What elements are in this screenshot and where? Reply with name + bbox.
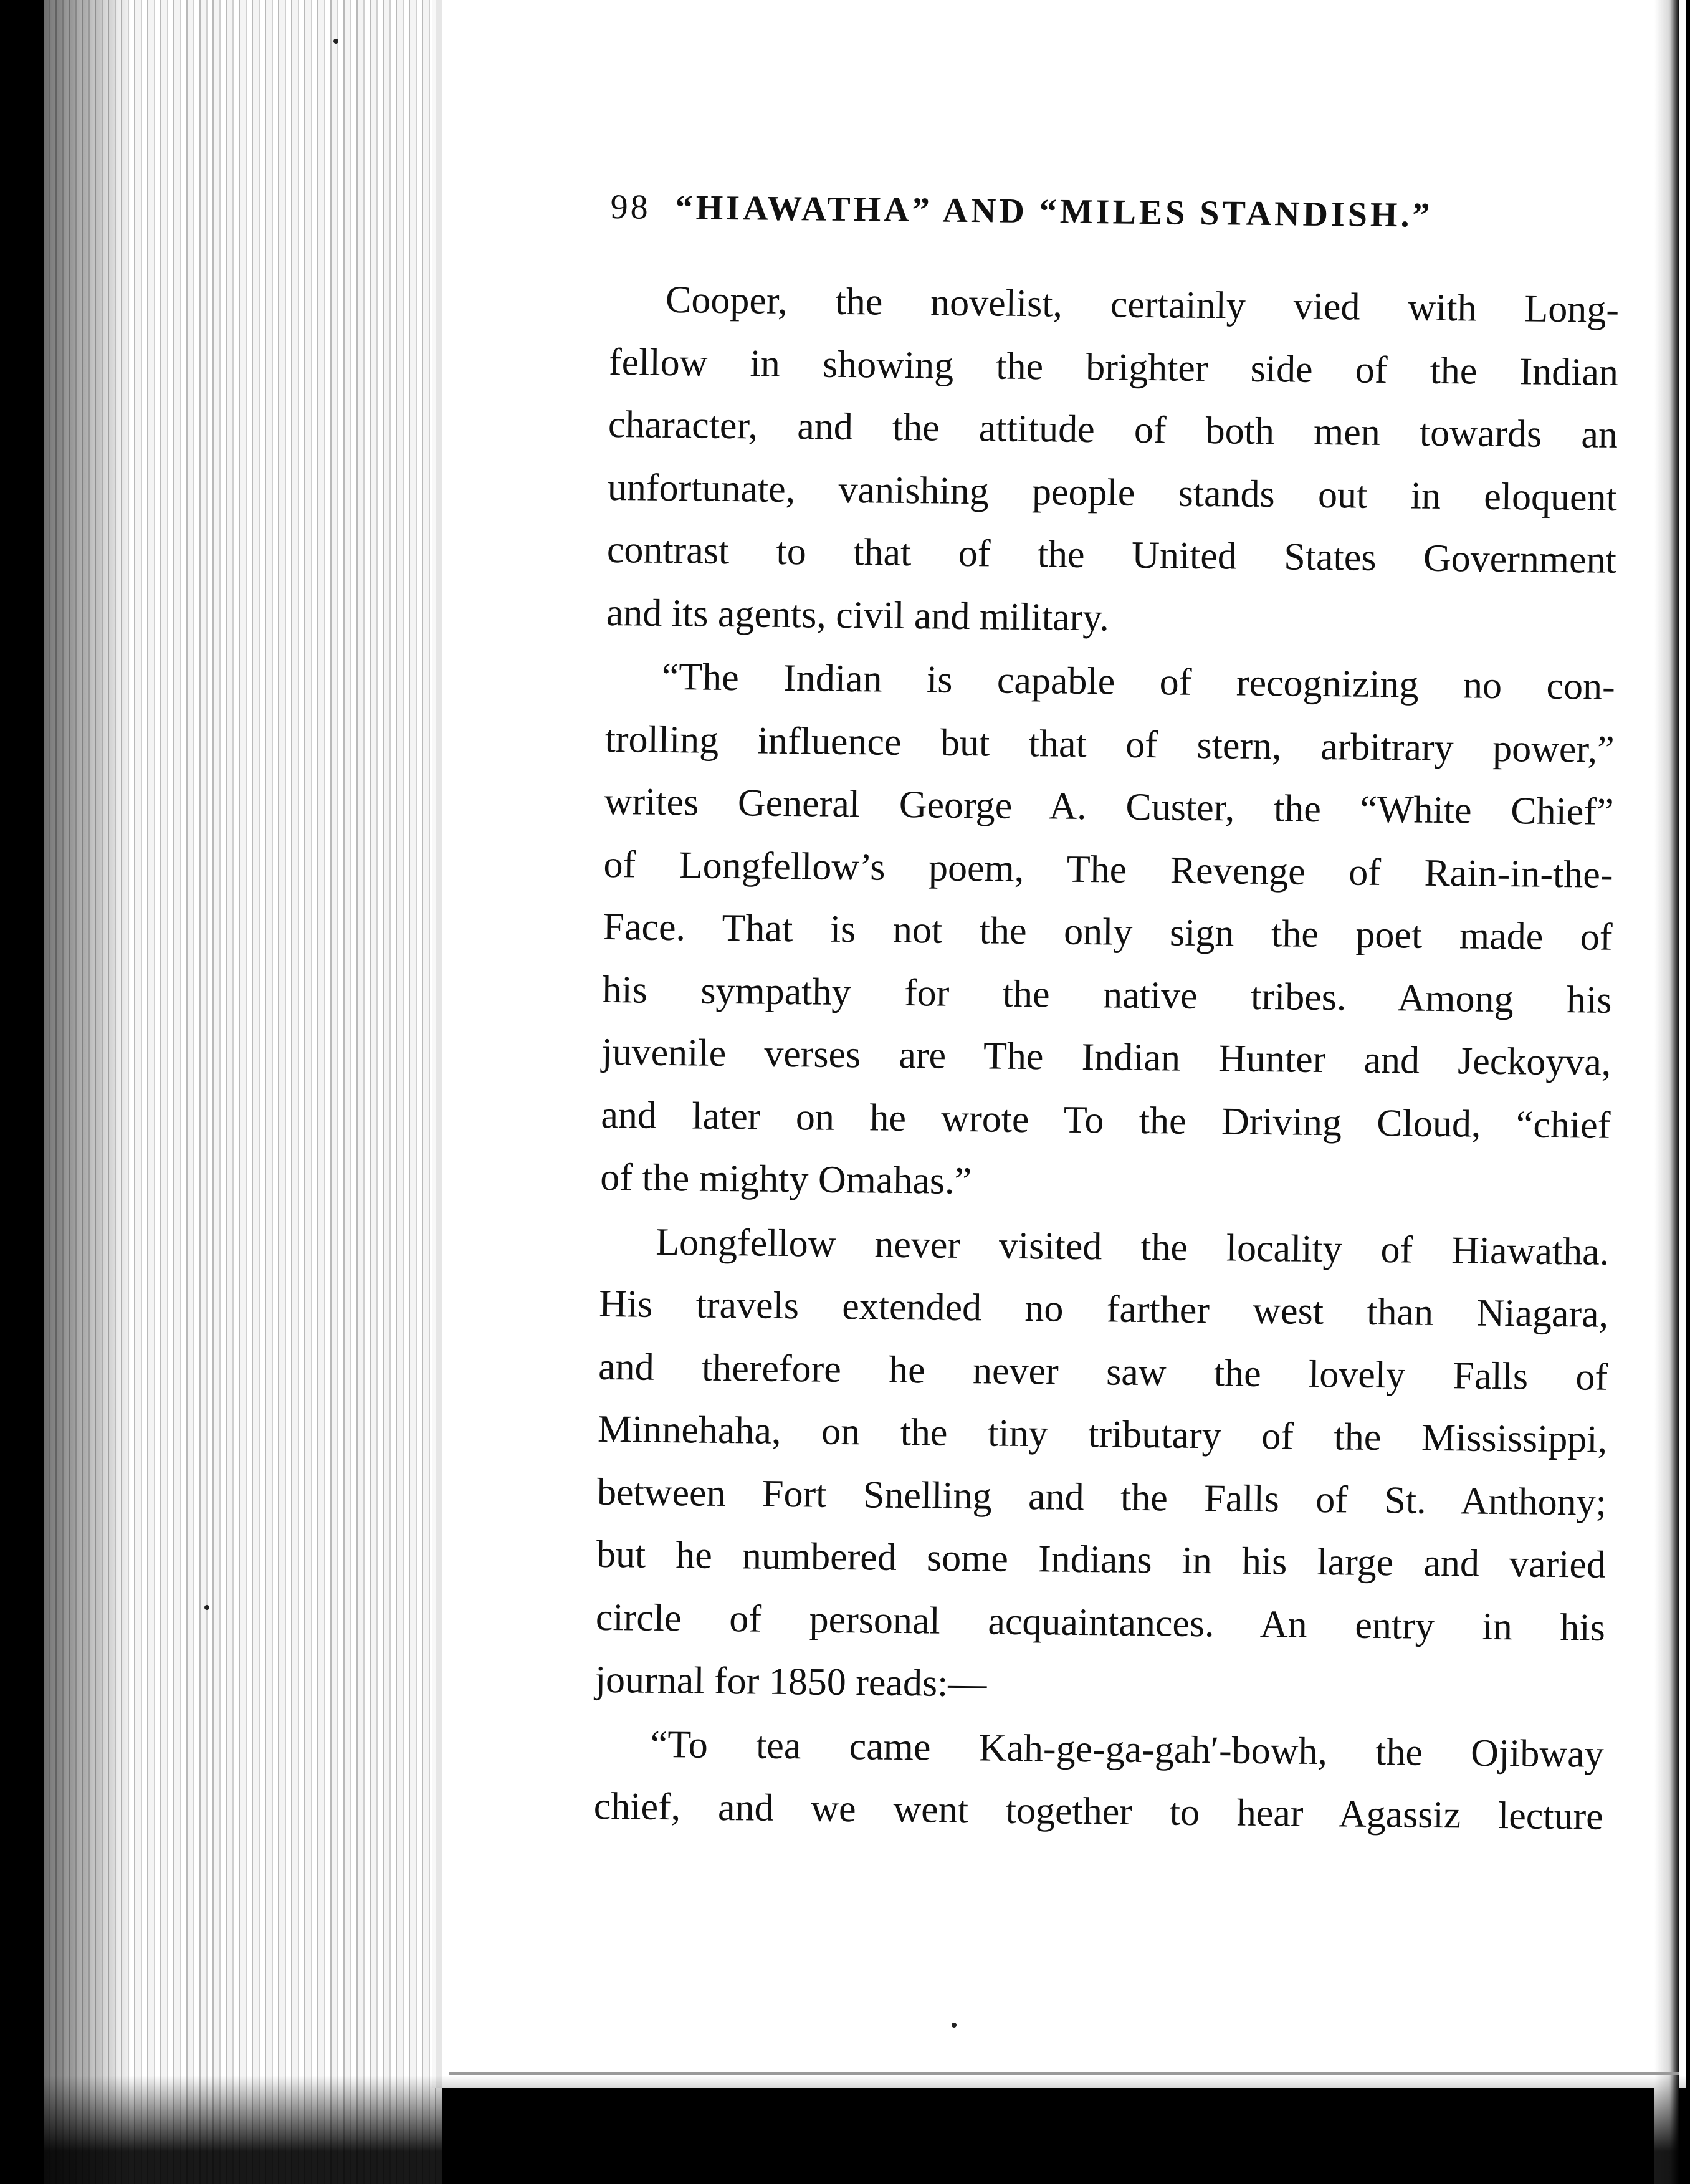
text-line: and therefore he never saw the lovely Falls of	[598, 1345, 1608, 1399]
text-line: between Fort Snelling and the Falls of St. Anthony;	[596, 1470, 1607, 1524]
dust-speck	[333, 39, 338, 44]
paragraph-2	[600, 645, 1615, 1219]
running-head	[610, 187, 1620, 254]
text-line: character, and the attitude of both men towards an	[608, 403, 1618, 456]
text-line: of Longfellow’s poem, The Revenge of Rain-in-the-	[603, 843, 1613, 896]
text-line: His travels extended no farther west than Niagara,	[598, 1282, 1609, 1336]
paragraph-1	[606, 268, 1619, 654]
text-line: Minnehaha, on the tiny tributary of the Mississippi,	[597, 1407, 1608, 1461]
page-number: 98	[610, 187, 651, 227]
text-line: of the mighty Omahas.”	[600, 1156, 972, 1203]
text-line: “The Indian is capable of recognizing no con-	[661, 655, 1616, 708]
text-line: but he numbered some Indians in his large and varied	[596, 1533, 1606, 1586]
paragraph-4	[593, 1712, 1604, 1848]
text-line: Longfellow never visited the locality of Hiawatha.	[655, 1220, 1610, 1273]
page-bottom-edge	[449, 2072, 1679, 2075]
text-line: “To tea came Kah-ge-ga-gah′-bowh, the Ojibway	[650, 1723, 1605, 1776]
text-line: Cooper, the novelist, certainly vied with Long-	[665, 278, 1620, 331]
text-line: trolling influence but that of stern, arbitrary power,”	[604, 717, 1615, 771]
text-line: contrast to that of the United States Government	[606, 528, 1617, 582]
text-line: journal for 1850 reads:—	[594, 1658, 987, 1705]
page-text	[593, 187, 1620, 1848]
text-line: chief, and we went together to hear Agassiz lecture	[593, 1784, 1604, 1838]
text-line: his sympathy for the native tribes. Among his	[602, 968, 1612, 1022]
page-right-edge	[1654, 0, 1679, 2184]
text-line: and later on he wrote To the Driving Cloud, “chief	[601, 1093, 1611, 1147]
text-line: circle of personal acquaintances. An entry in his	[595, 1596, 1606, 1649]
dust-speck	[204, 1605, 209, 1610]
text-line: juvenile verses are The Indian Hunter and Jeckoyva,	[601, 1030, 1611, 1084]
text-line: Face. That is not the only sign the poet made of	[603, 905, 1613, 959]
dust-speck	[952, 2023, 957, 2028]
page-edges-shadow	[44, 0, 131, 2184]
scan-bottom-shadow	[44, 2076, 1690, 2184]
text-line: and its agents, civil and military.	[606, 591, 1110, 639]
text-line: fellow in showing the brighter side of the Indian	[608, 340, 1619, 394]
paragraph-3	[594, 1210, 1609, 1722]
text-line: writes General George A. Custer, the “White Chief”	[604, 780, 1614, 833]
text-line: unfortunate, vanishing people stands out in eloquent	[607, 466, 1618, 519]
running-head-title: “HIAWATHA” AND “MILES STANDISH.”	[675, 188, 1433, 235]
